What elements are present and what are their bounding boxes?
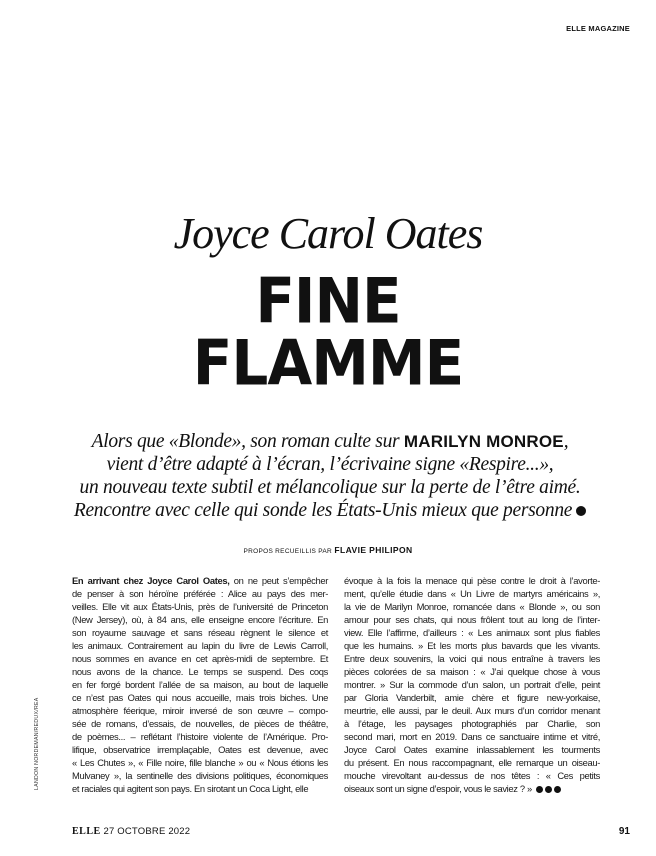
body-line: veilles. Elle vit aux États-Unis, près de l’université de Princeton: [72, 601, 328, 612]
byline: [0, 545, 656, 555]
footer-brand: ELLE: [72, 826, 101, 837]
body-line: Joyce Carol Oates examine inlassablement les tourments: [344, 744, 600, 755]
article-dek: [60, 430, 600, 522]
body-line: son royaume sauvage et sans réseau règnent le silence et: [72, 627, 328, 638]
body-line: nous avons de la chance. Le temps se suspend. Des coqs: [72, 666, 328, 677]
body-line: pièces colorées de sa maison : « J’ai quelque chose à vous: [344, 666, 600, 677]
body-line: En arrivant chez Joyce Carol Oates, on ne peut s’empêcher: [72, 575, 328, 586]
photo-credit: LANDON NORDEMAN/REDUX/REA: [34, 697, 40, 790]
body-line: que les humains. » Et les morts plus bavards que les vivants.: [344, 640, 600, 651]
section-label: ELLE MAGAZINE: [566, 24, 630, 33]
body-line: à l’étage, les paysages photographiés par Charlie, son: [344, 718, 600, 729]
body-line: de poèmes... – reflétant l’histoire violente de l’Amérique. Pro-: [72, 731, 328, 742]
dek-text: Rencontre avec celle qui sonde les États-Unis mieux que personne: [73, 500, 573, 521]
dek-line-2: vient d’être adapté à l’écran, l’écrivaine signe «Respire...»,: [106, 454, 554, 475]
body-line: second mari, mort en 2019. Dans ce sanctuaire intime et vitré,: [344, 731, 600, 742]
lead-in: En arrivant chez Joyce Carol Oates,: [72, 575, 230, 586]
footer-date: 27 OCTOBRE 2022: [103, 826, 191, 837]
footer: [72, 826, 190, 837]
body-line: amour pour ses chats, qui nous frôlent tout au long de l’inter-: [344, 614, 600, 625]
body-column-right: [344, 574, 600, 795]
dek-text: ,: [563, 431, 569, 452]
body-line: de penser à son héroïne préférée : Alice au pays des mer-: [72, 588, 328, 599]
headline-line-1: FINE: [255, 264, 401, 338]
dek-line-4: [60, 499, 600, 522]
body-line: mouche virevoltant au-dessus de nos têtes : « Ces petits: [344, 770, 600, 781]
body-line: (New Jersey), où, à 84 ans, elle enseigne encore l’écriture. En: [72, 614, 328, 625]
dek-line-1: [60, 430, 600, 453]
end-of-article-dots-icon: [536, 782, 563, 795]
body-line: Mulvaney », la sentinelle des divisions politiques, économiques: [72, 770, 328, 781]
page-number: 91: [618, 826, 630, 837]
body-line: Entre deux souvenirs, la voici qui nous entraîne à travers les: [344, 653, 600, 664]
headline-line-2: FLAMME: [192, 326, 464, 400]
body-line: « Les Chutes », « Fille noire, fille blanche » ou « Nous étions les: [72, 757, 328, 768]
body-line: lifique, observatrice irremplaçable, Oates est devenue, avec: [72, 744, 328, 755]
body-line: les animaux. Contrairement au lapin du livre de Lewis Carroll,: [72, 640, 328, 651]
end-bullet-icon: [576, 506, 586, 516]
body-line: ce n’est pas Oates qui nous accueille, mais trois biches. Une: [72, 692, 328, 703]
byline-name: FLAVIE PHILIPON: [334, 545, 413, 555]
body-line: sée de romans, d’essais, de nouvelles, de pièces de théâtre,: [72, 718, 328, 729]
body-line: et raciales qui agitent son pays. En sirotant un Coca Light, elle: [72, 783, 309, 794]
byline-label: PROPOS RECUEILLIS PAR: [243, 548, 333, 555]
body-line: nous sommes en avance en cet après-midi de septembre. Et: [72, 653, 328, 664]
body-line: oiseaux sont un signe d’espoir, vous le saviez ? »: [344, 782, 600, 795]
body-line: meurtrie, elle aussi, par le deuil. Aux murs d’un corridor menant: [344, 705, 600, 716]
body-line: ment, qu’elle étudie dans « Un Livre de martyrs américains »,: [344, 588, 600, 599]
dek-highlight-name: MARILYN MONROE: [403, 432, 564, 451]
body-line: en fer forgé bordent l’allée de sa maison, au bout de laquelle: [72, 679, 328, 690]
body-line: par Gloria Vanderbilt, amie chère et figure new-yorkaise,: [344, 692, 600, 703]
body-line: montrer. » Sur la commode d’un salon, un portrait d’elle, peint: [344, 679, 600, 690]
article-author: Joyce Carol Oates: [173, 209, 483, 258]
body-line: du présent. En nous raccompagnant, elle remarque un oiseau-: [344, 757, 600, 768]
body-line: view. Elle l’affirme, d’ailleurs : « Les animaux sont plus fiables: [344, 627, 600, 638]
dek-text: Alors que «Blonde», son roman culte sur: [91, 431, 404, 452]
body-line: la vie de Marilyn Monroe, romancée dans « Blonde », ou son: [344, 601, 600, 612]
body-column-left: [72, 574, 328, 795]
dek-line-3: un nouveau texte subtil et mélancolique sur la perte de l’être aimé.: [79, 477, 581, 498]
body-line: atmosphère féerique, miroir inversé de son œuvre – compo-: [72, 705, 328, 716]
body-line: évoque à la fois la menace qui pèse contre le droit à l’avorte-: [344, 575, 600, 586]
